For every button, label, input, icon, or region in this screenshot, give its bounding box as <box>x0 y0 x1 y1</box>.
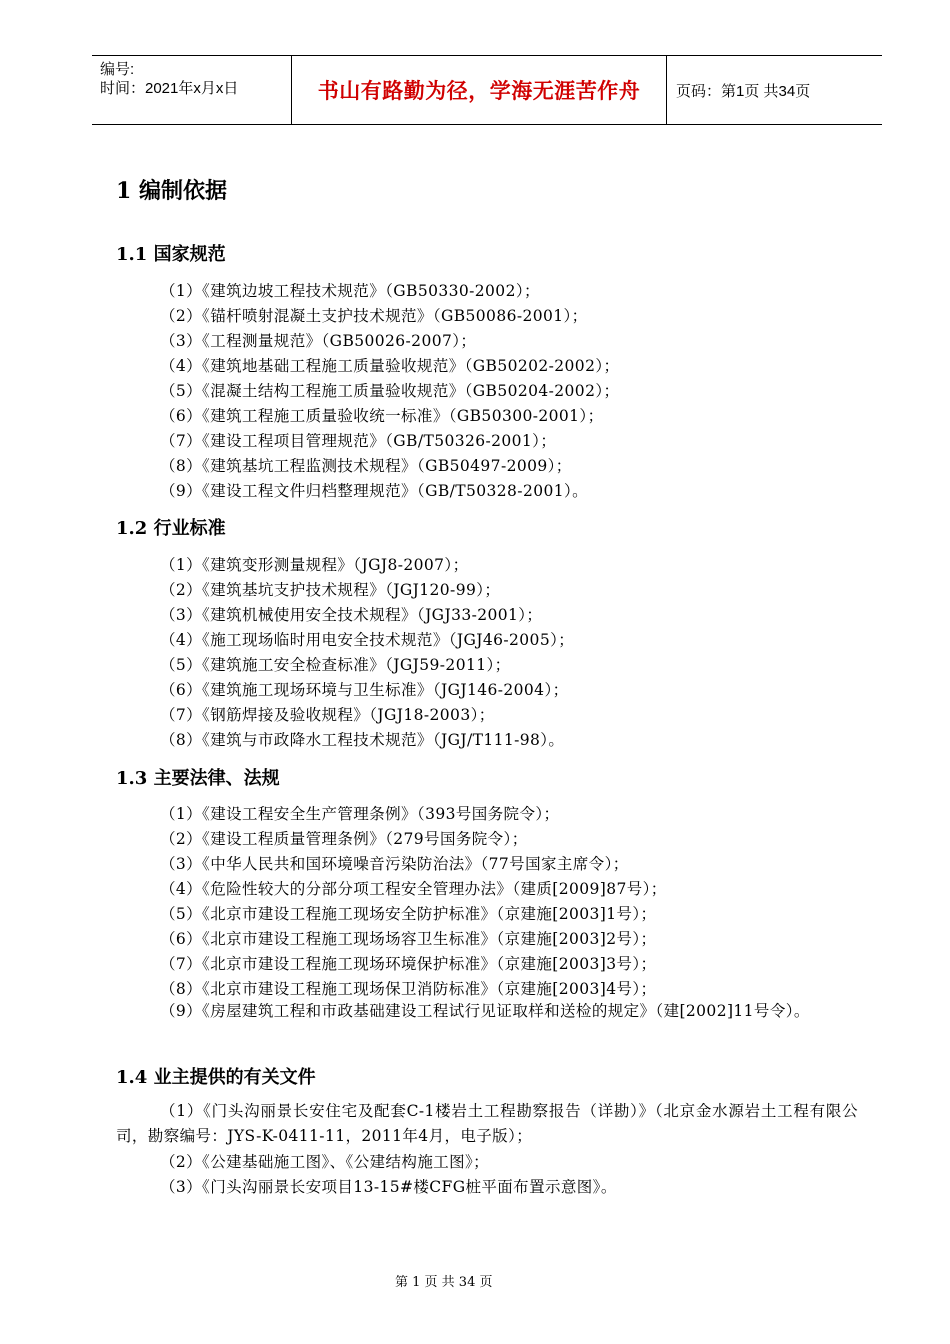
list-item: （4）《危险性较大的分部分项工程安全管理办法》（建质[2009]87号）； <box>160 880 667 898</box>
list-item: （1）《建设工程安全生产管理条例》（393号国务院令）； <box>160 805 560 823</box>
list-item: （3）《建筑机械使用安全技术规程》（JGJ33-2001）； <box>160 606 543 624</box>
list-item: （5）《建筑施工安全检查标准》（JGJ59-2011）； <box>160 656 511 674</box>
list-item: （9）《房屋建筑工程和市政基础建设工程试行见证取样和送检的规定》（建[2002]11号令）。 <box>160 1002 810 1020</box>
list-item: （8）《建筑基坑工程监测技术规程》（GB50497-2009）； <box>160 457 572 475</box>
header-motto: 书山有路勤为径，学海无涯苦作舟 <box>317 79 641 103</box>
list-item: （5）《北京市建设工程施工现场安全防护标准》（京建施[2003]1号）； <box>160 905 657 923</box>
list-item: （8）《建筑与市政降水工程技术规范》（JGJ/T111-98）。 <box>160 731 565 749</box>
list-item: （1）《门头沟丽景长安住宅及配套C-1楼岩土工程勘察报告（详勘）》（北京金水源岩土工程有限公司，勘察编号：JYS-K-0411-11，2011年4月，电子版）； <box>116 1102 858 1145</box>
header-page-number: 页码：第1页 共34页 <box>676 83 811 100</box>
document-number-label: 编号: <box>100 61 135 78</box>
list-item: （1）《建筑边坡工程技术规范》（GB50330-2002）； <box>160 282 540 300</box>
list-item: （1）《建筑变形测量规程》（JGJ8-2007）； <box>160 556 469 574</box>
list-item: （4）《施工现场临时用电安全技术规范》（JGJ46-2005）； <box>160 631 575 649</box>
page-footer: 第 1 页 共 34 页 <box>395 1275 493 1290</box>
list-item: （4）《建筑地基础工程施工质量验收规范》（GB50202-2002）； <box>160 357 620 375</box>
list-item: （2）《建设工程质量管理条例》（279号国务院令）； <box>160 830 528 848</box>
document-time-label: 时间：2021年x月x日 <box>100 80 239 97</box>
list-item: （3）《中华人民共和国环境噪音污染防治法》（77号国家主席令）； <box>160 855 629 873</box>
list-item: （3）《门头沟丽景长安项目13-15#楼CFG桩平面布置示意图》。 <box>160 1178 617 1196</box>
list-item: （6）《建筑施工现场环境与卫生标准》（JGJ146-2004）； <box>160 681 569 699</box>
list-item: （8）《北京市建设工程施工现场保卫消防标准》（京建施[2003]4号）； <box>160 980 657 998</box>
section-title-1-1: 1.1 国家规范 <box>116 244 226 265</box>
list-item: （6）《北京市建设工程施工现场场容卫生标准》（京建施[2003]2号）； <box>160 930 657 948</box>
list-item: （7）《北京市建设工程施工现场环境保护标准》（京建施[2003]3号）； <box>160 955 657 973</box>
section-title-1-4: 1.4 业主提供的有关文件 <box>116 1067 316 1088</box>
list-item: （2）《建筑基坑支护技术规程》（JGJ120-99）； <box>160 581 501 599</box>
section-title-1: 1 编制依据 <box>116 178 227 204</box>
list-item: （5）《混凝土结构工程施工质量验收规范》（GB50204-2002）； <box>160 382 620 400</box>
page-header <box>92 55 882 125</box>
header-divider <box>666 56 667 124</box>
list-item: （7）《建设工程项目管理规范》（GB/T50326-2001）； <box>160 432 557 450</box>
section-title-1-2: 1.2 行业标准 <box>116 518 226 539</box>
list-item: （7）《钢筋焊接及验收规程》（JGJ18-2003）； <box>160 706 495 724</box>
list-item: （9）《建设工程文件归档整理规范》（GB/T50328-2001）。 <box>160 482 589 500</box>
header-meta <box>100 60 238 98</box>
list-item: （2）《公建基础施工图》、《公建结构施工图》； <box>160 1153 490 1171</box>
list-item: （3）《工程测量规范》（GB50026-2007）； <box>160 332 477 350</box>
list-item: （6）《建筑工程施工质量验收统一标准》（GB50300-2001）； <box>160 407 604 425</box>
list-item: （2）《锚杆喷射混凝土支护技术规范》（GB50086-2001）； <box>160 307 588 325</box>
section-title-1-3: 1.3 主要法律、法规 <box>116 768 280 789</box>
